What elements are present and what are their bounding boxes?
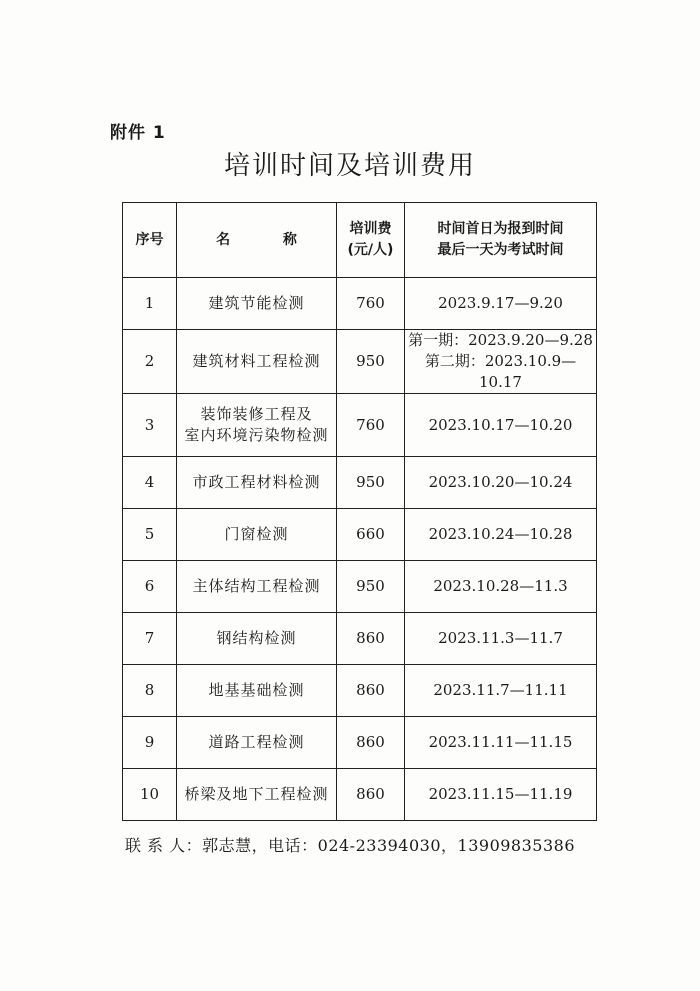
cell-fee: 950 [337, 330, 405, 394]
header-seq: 序号 [123, 203, 177, 278]
cell-dates-line: 2023.9.17—9.20 [438, 294, 563, 312]
cell-name [177, 769, 337, 821]
cell-fee: 860 [337, 717, 405, 769]
table-row [123, 717, 597, 769]
cell-name-line: 门窗检测 [224, 525, 289, 543]
cell-dates [405, 613, 597, 665]
cell-fee: 860 [337, 769, 405, 821]
cell-seq: 7 [123, 613, 177, 665]
cell-name-line: 室内环境污染物检测 [184, 426, 329, 444]
cell-dates-line: 2023.10.28—11.3 [433, 577, 568, 595]
cell-name [177, 509, 337, 561]
cell-name-line: 道路工程检测 [208, 733, 305, 751]
header-fee-line1: 培训费 [349, 221, 392, 237]
cell-name [177, 561, 337, 613]
header-dates [405, 203, 597, 278]
cell-dates [405, 394, 597, 457]
cell-name [177, 717, 337, 769]
header-dates-line1: 时间首日为报到时间 [437, 221, 564, 237]
contact-line: 联 系 人：郭志慧，电话：024-23394030，13909835386 [124, 836, 576, 855]
cell-name-line: 桥梁及地下工程检测 [184, 785, 329, 803]
cell-dates-line: 2023.10.24—10.28 [428, 525, 573, 543]
cell-seq: 3 [123, 394, 177, 457]
cell-seq: 9 [123, 717, 177, 769]
cell-dates [405, 717, 597, 769]
table-header-row [123, 203, 597, 278]
cell-fee: 760 [337, 394, 405, 457]
cell-seq: 8 [123, 665, 177, 717]
table-row [123, 394, 597, 457]
cell-fee: 950 [337, 561, 405, 613]
cell-name [177, 665, 337, 717]
cell-dates [405, 330, 597, 394]
cell-dates [405, 278, 597, 330]
cell-dates [405, 509, 597, 561]
cell-dates [405, 457, 597, 509]
attachment-label: 附件 1 [110, 123, 166, 143]
table-row [123, 278, 597, 330]
table-row [123, 457, 597, 509]
page-title: 培训时间及培训费用 [223, 151, 476, 181]
training-fee-table [122, 202, 597, 821]
table-row [123, 769, 597, 821]
cell-seq: 5 [123, 509, 177, 561]
cell-seq: 1 [123, 278, 177, 330]
cell-seq: 6 [123, 561, 177, 613]
header-dates-line2: 最后一天为考试时间 [437, 242, 564, 258]
cell-dates-line: 第一期：2023.9.20—9.28 [408, 331, 593, 349]
cell-dates-line: 2023.10.17—10.20 [428, 415, 573, 434]
table-row [123, 509, 597, 561]
cell-name-line: 建筑节能检测 [208, 294, 305, 312]
table-row [123, 613, 597, 665]
header-fee [337, 203, 405, 278]
cell-dates [405, 769, 597, 821]
cell-name [177, 457, 337, 509]
cell-name [177, 278, 337, 330]
cell-name-line: 装饰装修工程及 [200, 405, 313, 423]
cell-name-line: 建筑材料工程检测 [192, 352, 321, 370]
cell-dates-line: 2023.10.20—10.24 [428, 473, 573, 491]
header-fee-line2: (元/人) [347, 242, 394, 258]
cell-fee: 660 [337, 509, 405, 561]
cell-name-line: 市政工程材料检测 [192, 473, 321, 491]
cell-fee: 950 [337, 457, 405, 509]
cell-name [177, 330, 337, 394]
cell-fee: 860 [337, 613, 405, 665]
cell-seq: 2 [123, 330, 177, 394]
cell-dates-line: 2023.11.3—11.7 [438, 629, 563, 647]
table-row [123, 330, 597, 394]
cell-fee: 760 [337, 278, 405, 330]
cell-dates-line: 第二期：2023.10.9—10.17 [424, 352, 577, 391]
cell-dates [405, 561, 597, 613]
header-name [177, 203, 337, 278]
table-body [123, 278, 597, 821]
table-row [123, 665, 597, 717]
cell-dates-line: 2023.11.7—11.11 [433, 681, 568, 699]
cell-name-line: 主体结构工程检测 [192, 577, 321, 595]
cell-dates [405, 665, 597, 717]
cell-name [177, 394, 337, 457]
cell-dates-line: 2023.11.15—11.19 [428, 785, 573, 803]
cell-seq: 10 [123, 769, 177, 821]
cell-dates-line: 2023.11.11—11.15 [428, 733, 573, 751]
cell-seq: 4 [123, 457, 177, 509]
cell-name-line: 钢结构检测 [216, 629, 297, 647]
cell-name-line: 地基基础检测 [208, 681, 305, 699]
cell-fee: 860 [337, 665, 405, 717]
cell-name [177, 613, 337, 665]
header-name-text: 名 称 [216, 231, 321, 248]
table-row [123, 561, 597, 613]
